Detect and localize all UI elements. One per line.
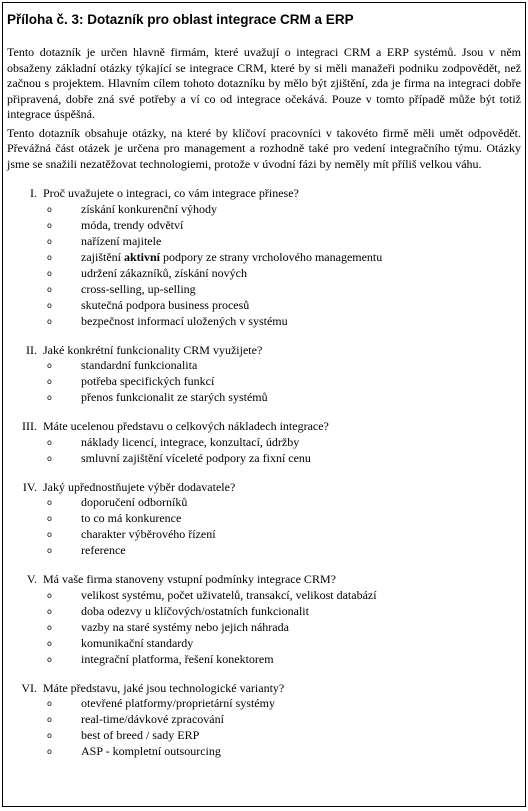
question-block: [3, 343, 525, 407]
option-item: [3, 652, 525, 668]
bullet-icon: o: [47, 204, 52, 214]
option-text: integrační platforma, řešení konektorem: [81, 651, 274, 666]
question-number: V.: [26, 572, 37, 586]
question-heading: [3, 186, 525, 202]
bullet-icon: o: [47, 638, 52, 648]
option-item: [3, 744, 525, 760]
intro-paragraph-2: Tento dotazník obsahuje otázky, na které by klíčoví pracovníci v takovéto firmě měli umět odpovědět. Převážná část otázek je určena pro management a rozhodně také pro vedení integračního týmu. Otázky jsme se snažili nezatěžovat technologiemi, protože v úvodní fázi by neměly mít příliš velkou váhu.: [7, 125, 521, 171]
option-item: [3, 495, 525, 511]
option-item: [3, 604, 525, 620]
option-item: [3, 728, 525, 744]
option-text: doporučení odborníků: [81, 495, 188, 509]
bullet-icon: o: [47, 300, 52, 310]
question-number: I.: [30, 186, 37, 200]
option-text: ASP - kompletní outsourcing: [81, 744, 221, 758]
option-list: [3, 358, 525, 406]
option-item: [3, 282, 525, 298]
question-text: Jaký upřednostňujete výběr dodavatele?: [43, 479, 236, 494]
option-item: [3, 543, 525, 559]
option-item: [3, 451, 525, 467]
option-text: real-time/dávkové zpracování: [81, 712, 224, 726]
option-item: [3, 636, 525, 652]
question-number: IV.: [22, 479, 37, 494]
bullet-icon: o: [47, 284, 52, 294]
option-text: zajištění aktivní podpory ze strany vrcholového managementu: [81, 249, 383, 264]
option-text: móda, trendy odvětví: [81, 217, 184, 232]
bullet-icon: o: [47, 731, 52, 740]
question-block: [3, 419, 525, 467]
question-text: Proč uvažujete o integraci, co vám integrace přinese?: [43, 186, 299, 200]
bullet-icon: o: [47, 236, 52, 246]
option-list: [3, 202, 525, 330]
question-number: VI.: [21, 680, 37, 695]
question-heading: [3, 343, 525, 359]
bullet-icon: o: [47, 654, 52, 664]
option-text: smluvní zajištění víceleté podpory za fixní cenu: [81, 450, 311, 465]
option-item: [3, 358, 525, 374]
option-text: přenos funkcionalit ze starých systémů: [81, 390, 268, 404]
option-list: [3, 495, 525, 559]
bullet-icon: o: [47, 220, 52, 230]
option-item: [3, 250, 525, 266]
bullet-icon: o: [47, 437, 52, 447]
option-item: [3, 712, 525, 728]
option-text: potřeba specifických funkcí: [81, 374, 215, 388]
bullet-icon: o: [47, 606, 52, 616]
question-heading: [3, 419, 525, 435]
question-number: III.: [22, 419, 37, 433]
option-text: skutečná podpora business procesů: [81, 297, 250, 312]
option-item: [3, 588, 525, 604]
option-list: [3, 696, 525, 760]
question-heading: [3, 480, 525, 496]
option-text: otevřené platformy/proprietární systémy: [81, 696, 275, 710]
questionnaire: [3, 186, 525, 760]
bullet-icon: o: [47, 377, 52, 386]
option-text: charakter výběrového řízení: [81, 527, 216, 541]
question-block: [3, 681, 525, 761]
option-text: velikost systému, počet uživatelů, transakcí, velikost databází: [81, 587, 377, 602]
option-item: [3, 696, 525, 712]
bullet-icon: o: [47, 747, 52, 756]
bullet-icon: o: [47, 498, 52, 507]
bullet-icon: o: [47, 715, 52, 724]
option-text: standardní funkcionalita: [81, 358, 198, 372]
option-item: [3, 202, 525, 218]
option-list: [3, 435, 525, 467]
bullet-icon: o: [47, 361, 52, 370]
question-text: Má vaše firma stanoveny vstupní podmínky integrace CRM?: [43, 572, 336, 586]
option-item: [3, 527, 525, 543]
option-text: nařízení majitele: [81, 233, 162, 248]
option-text: cross-selling, up-selling: [81, 281, 196, 296]
bullet-icon: o: [47, 268, 52, 278]
question-heading: [3, 681, 525, 697]
option-item: [3, 435, 525, 451]
option-item: [3, 218, 525, 234]
bullet-icon: o: [47, 453, 52, 463]
option-text: reference: [81, 543, 126, 557]
question-text: Jaké konkrétní funkcionality CRM využijete?: [43, 342, 263, 357]
option-text: to co má konkurence: [81, 511, 182, 525]
bullet-icon: o: [47, 530, 52, 539]
option-list: [3, 588, 525, 668]
bullet-icon: o: [47, 699, 52, 708]
option-text: udržení zákazníků, získání nových: [81, 265, 247, 280]
question-text: Máte představu, jaké jsou technologické varianty?: [43, 680, 285, 695]
option-item: [3, 314, 525, 330]
option-item: [3, 266, 525, 282]
bullet-icon: o: [47, 514, 52, 523]
intro-paragraph-1: Tento dotazník je určen hlavně firmám, které uvažují o integraci CRM a ERP systémů. Jsou v něm obsaženy základní otázky týkající se integrace CRM, které by si měli manažeři podniku zodpovědět, než začnou s projektem. Hlavním cílem tohoto dotazníku by mělo být zjištění, zda je firma na integraci dobře připravená, dobře zná své potřeby a ví co od integrace očekává. Pouze v tomto případě může být totiž integrace úspěšná.: [7, 45, 521, 121]
bullet-icon: o: [47, 316, 52, 326]
document-page: [2, 2, 526, 807]
question-block: [3, 480, 525, 560]
option-item: [3, 298, 525, 314]
question-block: [3, 186, 525, 330]
bullet-icon: o: [47, 546, 52, 555]
question-number: II.: [26, 342, 37, 357]
option-text: náklady licencí, integrace, konzultací, údržby: [81, 434, 300, 449]
question-text: Máte ucelenou představu o celkových nákladech integrace?: [43, 419, 329, 433]
document-title: Příloha č. 3: Dotazník pro oblast integrace CRM a ERP: [7, 12, 354, 27]
option-item: [3, 620, 525, 636]
option-text: bezpečnost informací uložených v systému: [81, 313, 288, 328]
option-text: best of breed / sady ERP: [81, 728, 200, 742]
option-text: vazby na staré systémy nebo jejich náhrada: [81, 619, 289, 634]
option-text: doba odezvy u klíčových/ostatních funkcionalit: [81, 603, 309, 618]
option-item: [3, 234, 525, 250]
bullet-icon: o: [47, 393, 52, 402]
bullet-icon: o: [47, 252, 52, 262]
option-text: komunikační standardy: [81, 635, 194, 650]
option-item: [3, 390, 525, 406]
option-item: [3, 374, 525, 390]
question-heading: [3, 572, 525, 588]
bullet-icon: o: [47, 590, 52, 600]
option-item: [3, 511, 525, 527]
option-text: získání konkurenční výhody: [81, 201, 217, 216]
bullet-icon: o: [47, 622, 52, 632]
question-block: [3, 572, 525, 668]
